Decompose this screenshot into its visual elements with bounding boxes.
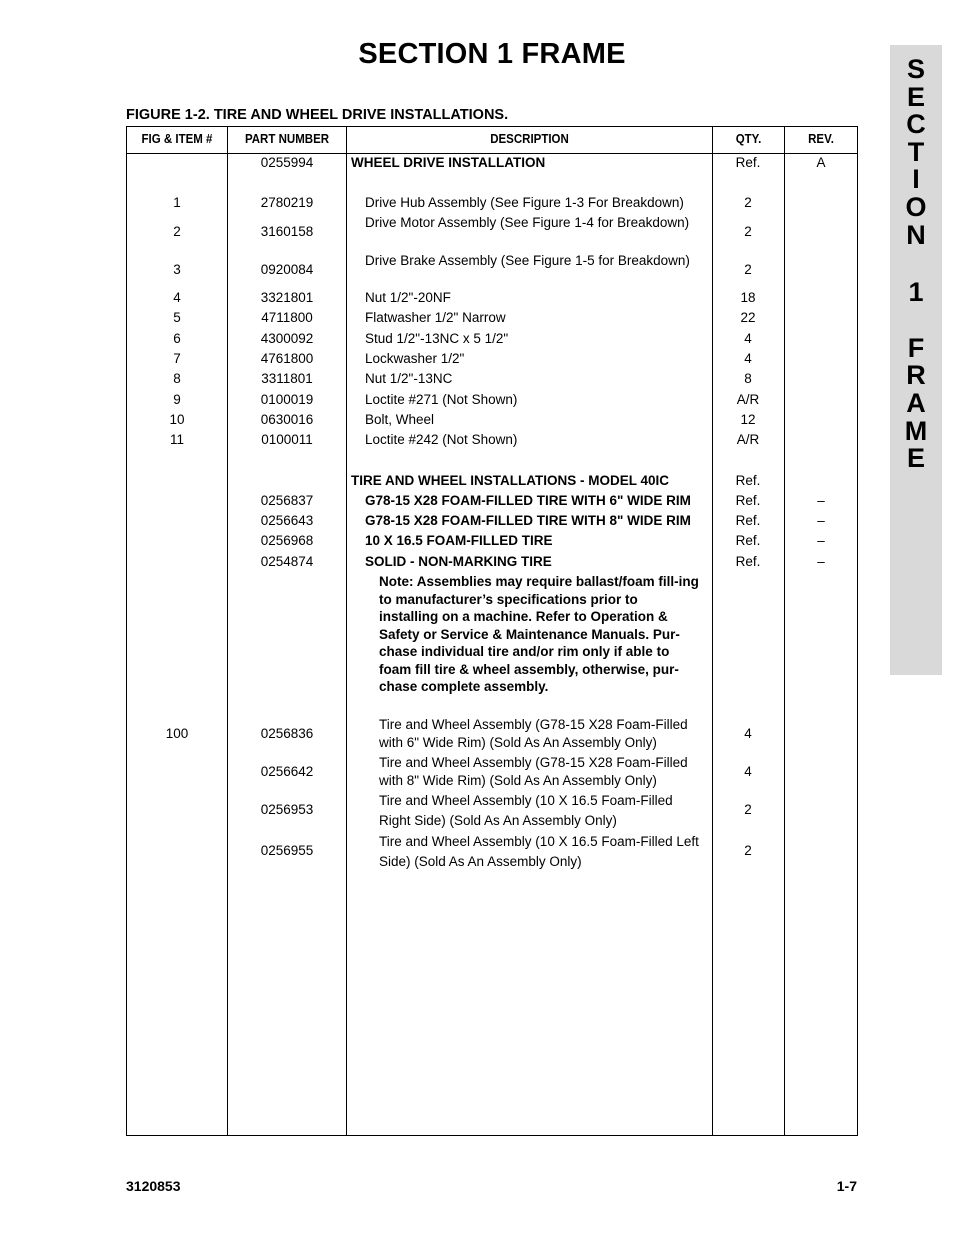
document-number: 3120853 (126, 1178, 181, 1194)
fig-item-cell: 9 (173, 392, 181, 407)
qty-cell: 4 (744, 725, 752, 741)
section-title: SECTION 1 FRAME (358, 38, 626, 70)
parts-table (126, 126, 858, 1136)
qty-cell: 2 (744, 802, 752, 817)
description-cell: TIRE AND WHEEL INSTALLATIONS - MODEL 40IC (351, 473, 670, 488)
fig-item-cell: 1 (173, 195, 181, 210)
fig-item-cell: 8 (173, 371, 181, 386)
description-cell: Tire and Wheel Assembly (10 X 16.5 Foam-Filled Right Side) (Sold As An Assembly Only) (379, 793, 673, 828)
qty-cell: 2 (744, 195, 752, 210)
rev-cell: – (817, 533, 825, 548)
description-cell: Lockwasher 1/2" (365, 351, 465, 366)
fig-item-cell: 10 (169, 412, 185, 427)
part-number-cell: 0630016 (260, 412, 314, 427)
description-cell: 10 X 16.5 FOAM-FILLED TIRE (365, 533, 553, 548)
side-tab-letter: M (904, 416, 928, 446)
qty-cell: 2 (744, 223, 752, 239)
side-tab-letter: 1 (908, 277, 924, 307)
qty-cell: Ref. (735, 493, 761, 508)
part-number-cell: 0256953 (260, 802, 314, 817)
side-tab-letter: S (906, 54, 925, 84)
qty-cell: Ref. (735, 533, 761, 548)
rev-cell: A (816, 155, 826, 170)
description-cell: SOLID - NON-MARKING TIRE (365, 554, 552, 569)
part-number-cell: 0100011 (261, 432, 313, 447)
qty-cell: Ref. (735, 554, 761, 569)
column-divider (346, 127, 347, 1135)
fig-item-cell: 6 (173, 331, 181, 346)
column-divider (784, 127, 785, 1135)
description-cell: Loctite #242 (Not Shown) (365, 432, 518, 447)
fig-item-cell: 3 (173, 261, 181, 277)
side-tab-letter: T (907, 137, 925, 167)
part-number-cell: 0100019 (260, 392, 314, 407)
qty-cell: Ref. (735, 513, 761, 528)
qty-cell: 22 (740, 310, 756, 325)
part-number-cell: 3321801 (260, 290, 314, 305)
part-number-cell: 0256642 (260, 763, 314, 779)
side-tab-letter: R (906, 360, 926, 390)
part-number-cell: 0256643 (260, 513, 314, 528)
side-tab-letter: N (906, 220, 926, 250)
fig-item-cell: 7 (173, 351, 181, 366)
fig-item-cell: 4 (173, 290, 181, 305)
description-cell: Tire and Wheel Assembly (G78-15 X28 Foam-Filled with 8" Wide Rim) (Sold As An Assembly Only) (379, 755, 688, 788)
header-fig-item: FIG & ITEM # (141, 132, 213, 146)
qty-cell: 2 (744, 261, 752, 277)
description-cell: Stud 1/2"-13NC x 5 1/2" (365, 331, 509, 346)
description-cell: Drive Motor Assembly (See Figure 1-4 for Breakdown) (365, 215, 690, 230)
page-number: 1-7 (836, 1178, 857, 1194)
part-number-cell: 0256836 (260, 725, 314, 741)
part-number-cell: 4711800 (261, 310, 313, 325)
description-cell: WHEEL DRIVE INSTALLATION (351, 155, 546, 170)
description-cell: Loctite #271 (Not Shown) (365, 392, 518, 407)
part-number-cell: 0256955 (260, 843, 314, 858)
side-tab-letter: E (906, 82, 925, 112)
part-number-cell: 0256837 (260, 493, 314, 508)
description-cell: Tire and Wheel Assembly (G78-15 X28 Foam-Filled with 6" Wide Rim) (Sold As An Assembly Only) (379, 717, 688, 750)
qty-cell: Ref. (735, 473, 761, 488)
part-number-cell: 0256968 (260, 533, 314, 548)
description-cell: Note: Assemblies may require ballast/foam fill-ing to manufacturer’s specifications prior to installing on a machine. Refer to Operation & Safety or Service & Maintenance Manuals. Pur-chase individual tire and/or rim only if able to foam fill tire & wheel assembly, otherwise, pur-chase complete assembly. (379, 574, 699, 694)
part-number-cell: 3160158 (260, 223, 314, 239)
part-number-cell: 0254874 (260, 554, 314, 569)
description-cell: G78-15 X28 FOAM-FILLED TIRE WITH 8" WIDE RIM (365, 513, 691, 528)
part-number-cell: 0255994 (260, 155, 314, 170)
side-tab-letter: A (906, 388, 926, 418)
fig-item-cell: 11 (169, 432, 184, 447)
qty-cell: 2 (744, 843, 752, 858)
part-number-cell: 0920084 (260, 261, 314, 277)
header-part-number: PART NUMBER (244, 132, 330, 146)
part-number-cell: 2780219 (260, 195, 314, 210)
part-number-cell: 4300092 (260, 331, 314, 346)
qty-cell: 8 (744, 371, 752, 386)
description-cell: Drive Hub Assembly (See Figure 1-3 For Breakdown) (365, 195, 684, 210)
description-cell: Tire and Wheel Assembly (10 X 16.5 Foam-Filled Left Side) (Sold As An Assembly Only) (379, 834, 699, 869)
rev-cell: – (817, 493, 825, 508)
fig-item-cell: 2 (173, 223, 181, 239)
part-number-cell: 4761800 (260, 351, 314, 366)
side-tab-letter: E (906, 443, 925, 473)
part-number-cell: 3311801 (261, 371, 313, 386)
fig-item-cell: 5 (173, 310, 181, 325)
rev-cell: – (817, 554, 825, 569)
rev-cell: – (817, 513, 825, 528)
qty-cell: Ref. (735, 155, 761, 170)
side-tab-letter: C (906, 109, 926, 139)
description-cell: Bolt, Wheel (365, 412, 435, 427)
fig-item-cell: 100 (165, 725, 189, 741)
qty-cell: A/R (736, 392, 760, 407)
header-description: DESCRIPTION (490, 132, 569, 146)
figure-title: FIGURE 1-2. TIRE AND WHEEL DRIVE INSTALLATIONS. (126, 107, 509, 123)
qty-cell: A/R (736, 432, 760, 447)
qty-cell: 12 (740, 412, 756, 427)
qty-cell: 4 (744, 351, 752, 366)
qty-cell: 18 (740, 290, 756, 305)
description-cell: Nut 1/2"-20NF (365, 290, 451, 305)
side-tab-letter: I (912, 164, 920, 194)
description-cell: Flatwasher 1/2" Narrow (365, 310, 506, 325)
side-tab-letter: F (907, 333, 925, 363)
header-rev: REV. (808, 132, 834, 146)
qty-cell: 4 (744, 331, 752, 346)
qty-cell: 4 (744, 763, 752, 779)
section-side-tab (890, 45, 942, 675)
description-cell: Nut 1/2"-13NC (365, 371, 453, 386)
description-cell: Drive Brake Assembly (See Figure 1-5 for Breakdown) (365, 253, 690, 268)
description-cell: G78-15 X28 FOAM-FILLED TIRE WITH 6" WIDE RIM (365, 493, 691, 508)
header-qty: QTY. (735, 132, 762, 146)
side-tab-letter: O (905, 192, 927, 222)
